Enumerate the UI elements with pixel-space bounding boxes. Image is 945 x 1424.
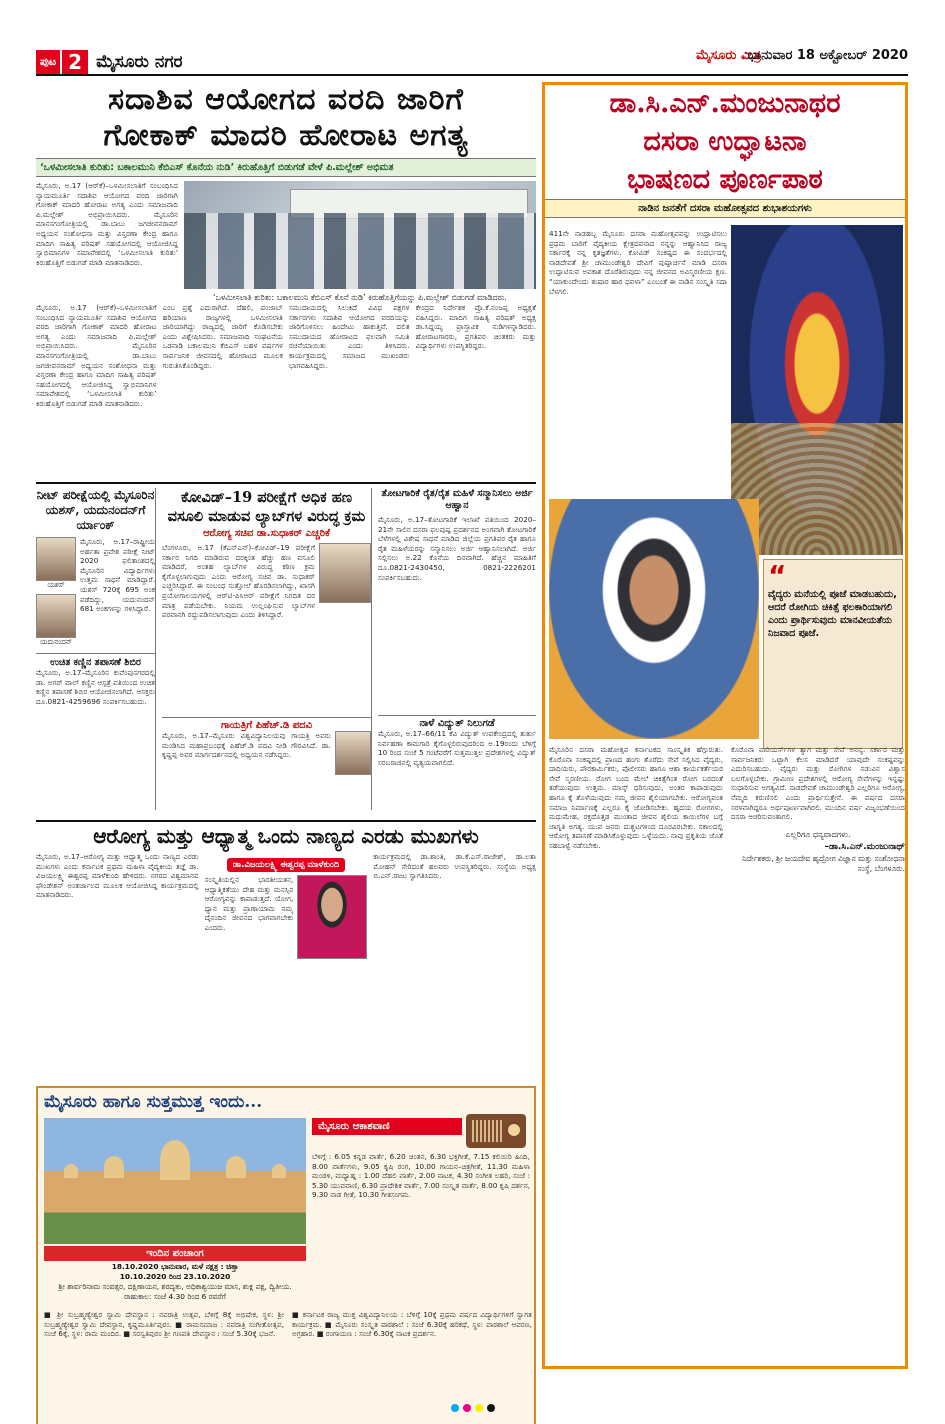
speech-col-1: ಮೈಸೂರಿನ ದಸರಾ ಮಹೋತ್ಸವ ಕರ್ನಾಟಕದ ಸಾಂಸ್ಕೃತಿಕ ಹೆಗ್ಗುರುತು. ಕೊರೊನಾ ಸಂಕಷ್ಟದಲ್ಲಿ ಪ್ರಾಣದ ಹಂಗು ತೊರೆದು ಸೇವೆ ಸಲ್ಲಿಸಿದ ವೈದ್ಯರು, ದಾದಿಯರು, ಪೌರಕಾರ್ಮಿಕರು, ಪೊಲೀಸರು ಹಾಗೂ ಆಶಾ ಕಾರ್ಯಕರ್ತೆಯರ ಸೇವೆ ಸ್ಮರಣೀಯ. ರೋಗ ಬಂದ ಮೇಲೆ ಚಿಕಿತ್ಸೆಗಿಂತ ರೋಗ ಬರದಂತೆ ತಡೆಯುವುದು ಉತ್ತಮ. ಮಾಸ್ಕ್ ಧರಿಸುವುದು, ಅಂತರ ಕಾಪಾಡುವುದು ಹಾಗೂ ಕೈ ತೊಳೆಯುವುದು ನಮ್ಮ ಜೀವನ ಶೈಲಿಯಾಗಬೇಕು. ಆರೋಗ್ಯವಂತ ಸಮಾಜ ನಿರ್ಮಾಣಕ್ಕೆ ಎಲ್ಲರೂ ಕೈ ಜೋಡಿಸಬೇಕು. ಹೃದಯ ರೋಗಗಳು, ಮಧುಮೇಹ, ರಕ್ತದೊತ್ತಡ ಮುಂತಾದ ಜೀವನ ಶೈಲಿಯ ಕಾಯಿಲೆಗಳ ಬಗ್ಗೆ ಜಾಗೃತಿ ಅಗತ್ಯ. ಯುವ ಜನರು ದುಶ್ಚಟಗಳಿಂದ ದೂರವಿರಬೇಕು. ಸಕಾಲದಲ್ಲಿ ಆರೋಗ್ಯ ತಪಾಸಣೆ ಮಾಡಿಸಿಕೊಳ್ಳುವುದು ಒಳ್ಳೆಯದು. ನಾವು ಪ್ರಕೃತಿಯ ಜೊತೆ ಸಹಬಾಳ್ವೆ ನಡೆಸಬೇಕು. [549, 745, 723, 850]
speech-sign-off: ಎಲ್ಲರಿಗೂ ಧನ್ಯವಾದಗಳು. [785, 829, 851, 839]
lead-photo [184, 181, 536, 289]
lead-intro [36, 181, 178, 291]
covid-headline: ಕೋವಿಡ್–19 ಪರೀಕ್ಷೆಗೆ ಅಧಿಕ ಹಣ ವಸೂಲಿ ಮಾಡುವ ಲ್ಯಾಬ್‌ಗಳ ವಿರುದ್ಧ ಕ್ರಮ [167, 489, 366, 525]
student-photo-2 [36, 594, 76, 638]
farmer-headline: ತೋಟಗಾರಿಕೆ ರೈತ/ರೈತ ಮಹಿಳೆ ಸನ್ಮಾನಿಸಲು ಅರ್ಜಿ ಆಹ್ವಾನ [381, 488, 533, 511]
neet-story [36, 488, 156, 810]
event-col-1: ■ ಶ್ರೀ ಸುಬ್ರಹ್ಮಣ್ಯೇಶ್ವರ ಸ್ವಾಮಿ ದೇವಸ್ಥಾನ : ನವರಾತ್ರಿ ಉತ್ಸವ, ಬೆಳಿಗ್ಗೆ 8ಕ್ಕೆ ಅಭಿಷೇಕ, ಸ್ಥಳ: ಶ್ರೀ ಸುಬ್ರಹ್ಮಣ್ಯೇಶ್ವರ ಸ್ವಾಮಿ ದೇವಸ್ಥಾನ, ಕೃಷ್ಣಮೂರ್ತಿಪುರಂ. ■ ರಾಮಸಮಾಜ : ನವರಾತ್ರಿ ಸಂಗೀತೋತ್ಸವ, ಸಂಜೆ 6ಕ್ಕೆ, ಸ್ಥಳ: ರಾಮ ಮಂದಿರ. ■ ಸರಸ್ವತಿಪುರಂ ಶ್ರೀ ಗಣಪತಿ ದೇವಸ್ಥಾನ : ಸಂಜೆ 5.30ಕ್ಕೆ ಭಜನೆ. [44, 1310, 284, 1339]
lead-columns [36, 303, 536, 473]
eye-camp-body: ಮೈಸೂರು, ಅ.17–ಮೈಸೂರಿನ ಕುವೆಂಪುನಗರದಲ್ಲಿ ಡಾ. ಅಗರ್ ವಾಲ್ ಕಣ್ಣಿನ ಆಸ್ಪತ್ರೆ ವತಿಯಿಂದ ಉಚಿತ ಕಣ್ಣಿನ ತಪಾಸಣೆ ಶಿಬಿರ ಆಯೋಜಿಸಲಾಗಿದೆ. ಆಸಕ್ತರು ದೂ.0821-4259696 ಸಂಪರ್ಕಿಸಬಹುದು. [36, 668, 155, 706]
farmer-story [378, 488, 536, 810]
speech-headline-1: ಡಾ.ಸಿ.ಎನ್.ಮಂಜುನಾಥರ [609, 88, 841, 119]
health-story [36, 820, 536, 1080]
speech-intro-text: 411ನೇ ನಾಡಹಬ್ಬ ಮೈಸೂರು ದಸರಾ ಮಹೋತ್ಸವವನ್ನು ಉದ್ಘಾಟಿಸಲು ಪ್ರಥಮ ಬಾರಿಗೆ ವೈದ್ಯಕೀಯ ಕ್ಷೇತ್ರದವನಾದ ನನ್ನನ್ನು ಆಹ್ವಾನಿಸಿದ ರಾಜ್ಯ ಸರ್ಕಾರಕ್ಕೆ ನನ್ನ ಕೃತಜ್ಞತೆಗಳು. ಕೋವಿಡ್ ಸಂಕಷ್ಟದ ಈ ಸಂದರ್ಭದಲ್ಲಿ ನಾಡದೇವತೆ ಶ್ರೀ ಚಾಮುಂಡೇಶ್ವರಿ ದೇವಿಗೆ ಪುಷ್ಪಾರ್ಚನೆ ಮಾಡಿ ದಸರಾ ಉದ್ಘಾಟಿಸುವ ಅವಕಾಶ ದೊರೆತಿರುವುದು ನನ್ನ ಜೀವನದ ಅವಿಸ್ಮರಣೀಯ ಕ್ಷಣ. “ಯಾಕುಂದೇಂದು ತುಷಾರ ಹಾರ ಧವಳಾ” ಎಂಬಂತೆ ಈ ನಾಡಿನ ಸಂಸ್ಕೃತಿ ಸದಾ ಬೆಳಗಲಿ. [549, 229, 727, 296]
lead-intro-text: ಮೈಸೂರು, ಅ.17 (ಆರ್‌ಕೆ)–ಒಳಮೀಸಲಾತಿಗೆ ಸಂಬಂಧಿಸಿದ ನ್ಯಾಯಮೂರ್ತಿ ಸದಾಶಿವ ಆಯೋಗದ ವರದಿ ಜಾರಿಗಾಗಿ ಗೋಕಾಕ್ ಮಾದರಿ ಹೋರಾಟ ಅಗತ್ಯ ಎಂದು ಸಮಾಜವಾದಿ ಪಿ.ಮಲ್ಲೇಶ್ ಅಭಿಪ್ರಾಯಿಸಿದರು. ಮೈಸೂರಿನ ಮಾನಸಗಂಗೋತ್ರಿಯಲ್ಲಿ ಡಾ.ಬಾಬು ಜಗಜೀವನರಾಮ್ ಅಧ್ಯಯನ ಸಂಶೋಧನಾ ಮತ್ತು ವಿಸ್ತರಣಾ ಕೇಂದ್ರ ಹಾಗೂ ಮಾದಿಗ ಸಾಹಿತ್ಯ ಪರಿಷತ್ ಸಹಯೋಗದಲ್ಲಿ ಆಯೋಜಿಸಿದ್ದ ಸ್ವಾಭಿಮಾನಿಗಳ ಸಮಾವೇಶದಲ್ಲಿ ‘ಒಳಮೀಸಲಾತಿ ಕುರಿತು’ ಕಿರುಹೊತ್ತಿಗೆ ಬಿಡುಗಡೆ ಮಾಡಿ ಮಾತನಾಡಿದರು. [36, 181, 178, 267]
section-name: ಮೈಸೂರು ನಗರ [96, 52, 183, 72]
covid-story [162, 488, 372, 810]
event-col-2: ■ ಕರ್ನಾಟಕ ರಾಜ್ಯ ಮುಕ್ತ ವಿಶ್ವವಿದ್ಯಾನಿಲಯ : ಬೆಳಿಗ್ಗೆ 10ಕ್ಕೆ ಪ್ರಥಮ ವರ್ಷದ ವಿದ್ಯಾರ್ಥಿಗಳಿಗೆ ಸ್ವಾಗತ ಕಾರ್ಯಕ್ರಮ. ■ ಮೈಸೂರು ಸಂಸ್ಕೃತ ಪಾಠಶಾಲೆ : ಸಂಜೆ 6.30ಕ್ಕೆ ಹರಿಕಥೆ, ಸ್ಥಳ: ಪಾಠಶಾಲೆ ಆವರಣ, ಅಗ್ರಹಾರ. ■ ರಂಗಾಯಣ : ಸಂಜೆ 6.30ಕ್ಕೆ ನಾಟಕ ಪ್ರದರ್ಶನ. [292, 1310, 532, 1339]
phd-headline: ಗಾಯತ್ರಿಗೆ ಪಿಹೆಚ್.ಡಿ ಪದವಿ [220, 720, 313, 731]
pull-quote-text: ವೈದ್ಯರು ಮನೆಯಲ್ಲಿ ಪೂಜೆ ಮಾಡಬಹುದು, ಆದರೆ ರೋಗಿಯ ಚಿಕಿತ್ಸೆ ಫಲಕಾರಿಯಾಗಲಿ ಎಂದು ಪ್ರಾರ್ಥಿಸುವುದು ಮಾನವೀಯತೆಯ ನಿಜವಾದ ಪೂಜೆ. [768, 589, 897, 639]
health-col-2: ಸಂಸ್ಕೃತಿಯಲ್ಲಿನ ಭಾರತೀಯತನ, ಆಧ್ಯಾತ್ಮಿಕತೆಯು ದೇಹ ಮತ್ತು ಮನಸ್ಸಿನ ಆರೋಗ್ಯವನ್ನು ಕಾಪಾಡುತ್ತದೆ. ಯೋಗ, ಧ್ಯಾನ ಮತ್ತು ಪ್ರಾಣಾಯಾಮ ನಮ್ಮ ದೈನಂದಿನ ಜೀವನದ ಭಾಗವಾಗಬೇಕು ಎಂದರು. [204, 875, 294, 932]
speech-intro [549, 229, 727, 497]
speech-subhead: ನಾಡಿನ ಜನತೆಗೆ ದಸರಾ ಮಹೋತ್ಸವದ ಶುಭಾಶಯಗಳು [545, 199, 905, 218]
eye-camp-headline: ಉಚಿತ ಕಣ್ಣಿನ ತಪಾಸಣೆ ಶಿಬಿರ [50, 657, 141, 668]
lead-subhead: ‘ಒಳಮೀಸಲಾತಿ ಕುರಿತು: ಬಕಾಲಮುನಿ ಕೆಬಿಎಸ್ ಕೊನೆಯ ನುಡಿ’ ಕಿರುಹೊತ್ತಿಗೆ ಬಿಡುಗಡೆ ವೇಳೆ ಪಿ.ಮಲ್ಲೇಶ್ ಅಭಿಮತ [36, 158, 536, 177]
radio-icon [466, 1114, 526, 1148]
speech-designation: ನಿರ್ದೇಶಕರು, ಶ್ರೀ ಜಯದೇವ ಹೃದ್ರೋಗ ವಿಜ್ಞಾನ ಮತ್ತು ಸಂಶೋಧನಾ ಸಂಸ್ಥೆ, ಬೆಂಗಳೂರು. [742, 853, 905, 873]
lead-photo-caption: ‘ಒಳಮೀಸಲಾತಿ ಕುರಿತು: ಬಕಾಲಮುನಿ ಕೆಬಿಎಸ್ ಕೊನೆ ನುಡಿ’ ಕಿರುಹೊತ್ತಿಗೆಯನ್ನು ಪಿ.ಮಲ್ಲೇಶ್ ಬಿಡುಗಡೆ ಮಾಡಿದರು. [213, 293, 507, 302]
masthead: ಮೈಸೂರು ಮಿತ್ರ [696, 48, 761, 63]
speech-headline-3: ಭಾಷಣದ ಪೂರ್ಣಪಾಠ [627, 164, 823, 195]
panchanga-line-1: 18.10.2020 ಭಾನುವಾರ, ಮಳೆ ನಕ್ಷತ್ರ : ಚಿತ್ತಾ [111, 1262, 239, 1271]
speech-headline-2: ದಸರಾ ಉದ್ಘಾಟನಾ [643, 126, 807, 157]
power-cut-body: ಮೈಸೂರು, ಅ.17–66/11 ಕೆವಿ ವಿದ್ಯುತ್ ಉಪಕೇಂದ್ರದಲ್ಲಿ ತುರ್ತು ನಿರ್ವಹಣಾ ಕಾಮಗಾರಿ ಕೈಗೊಳ್ಳಲಿರುವುದರಿಂದ ಅ.19ರಂದು ಬೆಳಿಗ್ಗೆ 10 ರಿಂದ ಸಂಜೆ 5 ಗಂಟೆವರೆಗೆ ಸುತ್ತಮುತ್ತಲ ಪ್ರದೇಶಗಳಲ್ಲಿ ವಿದ್ಯುತ್ ಸರಬರಾಜಿನಲ್ಲಿ ವ್ಯತ್ಯಯವಾಗಲಿದೆ. [378, 729, 536, 767]
page-number: 2 [60, 50, 88, 74]
issue-date: ಭಾನುವಾರ 18 ಅಕ್ಟೋಬರ್ 2020 [747, 48, 908, 63]
panchanga-line-3: ಶ್ರೀ ಶಾರ್ವರಿನಾಮ ಸಂವತ್ಸರ, ದಕ್ಷಿಣಾಯನ, ಶರದೃತು, ಅಧಿಕಾಶ್ವಯುಜ ಮಾಸ, ಶುಕ್ಲ ಪಕ್ಷ, ದ್ವಿತೀಯ. ರಾಹುಕಾಲ: ಸಂಜೆ 4.30 ರಿಂದ 6 ರವರೆಗೆ [58, 1282, 292, 1301]
speech-col-2: ಕೊರೊನಾ ವಾರಿಯರ್ಸ್‌ಗಳ ತ್ಯಾಗ ಮತ್ತು ಸೇವೆ ಅನನ್ಯ. ಸರ್ಕಾರ ಮತ್ತು ಸಾರ್ವಜನಿಕರು ಒಟ್ಟಾಗಿ ಕೆಲಸ ಮಾಡಿದರೆ ಯಾವುದೇ ಸಂಕಷ್ಟವನ್ನು ಎದುರಿಸಬಹುದು. ವೈದ್ಯರು ಮತ್ತು ರೋಗಿಗಳ ನಡುವಿನ ವಿಶ್ವಾಸ ಬಲಗೊಳ್ಳಬೇಕು. ಗ್ರಾಮೀಣ ಪ್ರದೇಶಗಳಲ್ಲಿ ಆರೋಗ್ಯ ಸೇವೆಗಳನ್ನು ಇನ್ನಷ್ಟು ಸುಧಾರಿಸುವ ಅಗತ್ಯವಿದೆ. ನಾಡದೇವತೆ ಚಾಮುಂಡೇಶ್ವರಿ ಎಲ್ಲರಿಗೂ ಆರೋಗ್ಯ, ನೆಮ್ಮದಿ ಕರುಣಿಸಲಿ ಎಂದು ಪ್ರಾರ್ಥಿಸುತ್ತೇನೆ. ಈ ವರ್ಷದ ದಸರಾ ಸರಳವಾಗಿದ್ದರೂ ಅರ್ಥಪೂರ್ಣವಾಗಿರಲಿ. ಮುಂದಿನ ವರ್ಷ ವಿಜೃಂಭಣೆಯಿಂದ ದಸರಾ ಆಚರಿಸುವಂತಾಗಲಿ. [731, 745, 905, 822]
photo-people [184, 213, 536, 289]
lead-col-4: ಕೇಂದ್ರದ ನಿರ್ದೇಶಕ ಪ್ರೊ.ಕೆ.ನಂಜಪ್ಪ ಅಧ್ಯಕ್ಷತೆ ವಹಿಸಿದ್ದರು. ಮಾದಿಗ ಸಾಹಿತ್ಯ ಪರಿಷತ್ ಅಧ್ಯಕ್ಷ ಡಾ.ಸಿದ್ದಯ್ಯ ಪ್ರಾಸ್ತಾವಿಕ ನುಡಿಗಳನ್ನಾಡಿದರು. ಹೋರಾಟಗಾರರು, ಪ್ರಗತಿಪರ ಚಿಂತಕರು ಮತ್ತು ವಿದ್ಯಾರ್ಥಿಗಳು ಉಪಸ್ಥಿತರಿದ್ದರು. [415, 303, 536, 351]
palace-image [44, 1118, 306, 1244]
lead-col-2: ಎಂಬ ಪ್ರಶ್ನೆ ಎದುರಾಗಿದೆ. ದೆಹಲಿ, ಪಂಜಾಬ್ ಹರಿಯಾಣ ರಾಜ್ಯಗಳಲ್ಲಿ ಒಳಮೀಸಲಾತಿ ಜಾರಿಯಾಗಿದ್ದು ರಾಜ್ಯದಲ್ಲಿ ಜಾರಿಗೆ ಕೊಡಿಸಬೇಕು ಎಂದು ವಿಶ್ಲೇಷಿಸಿದರು. ಸಮಾಜವಾದಿ ಸಂಘಟನೆಯ ಒಡನಾಡಿ ಬಕಾಲಮುನಿ ಕೆಬಿಎಸ್ ಬಹಳ ವರ್ಷಗಳ ಸಾರ್ವಜನಿಕ ಜೀವನದಲ್ಲಿ ಹೋರಾಟದ ಮೂಲಕ ಗುರುತಿಸಿಕೊಂಡಿದ್ದರು. [162, 303, 283, 370]
power-cut-headline: ನಾಳೆ ವಿದ್ಯುತ್ ನಿಲುಗಡೆ [419, 718, 495, 729]
health-byline: ಡಾ.ವಿಜಯಲಕ್ಷ್ಮಿ ಈಶ್ವರಪ್ಪ ಮಾಳೆಕುಂದಿ [227, 858, 346, 872]
events-box [36, 1086, 536, 1424]
farmer-body: ಮೈಸೂರು, ಅ.17–ತೋಟಗಾರಿಕೆ ಇಲಾಖೆ ವತಿಯಿಂದ 2020–21ನೇ ಸಾಲಿನ ದಸರಾ ಫಲಪುಷ್ಪ ಪ್ರದರ್ಶನದ ಅಂಗವಾಗಿ ತೋಟಗಾರಿಕೆ ಬೆಳೆಗಳಲ್ಲಿ ವಿಶೇಷ ಸಾಧನೆ ಮಾಡಿದ ಜಿಲ್ಲೆಯ ಪ್ರಗತಿಪರ ರೈತ ಹಾಗೂ ರೈತ ಮಹಿಳೆಯರನ್ನು ಸನ್ಮಾನಿಸಲು ಅರ್ಜಿ ಆಹ್ವಾನಿಸಲಾಗಿದೆ. ಅರ್ಜಿ ಸಲ್ಲಿಸಲು ಅ.22 ಕೊನೆಯ ದಿನವಾಗಿದೆ. ಹೆಚ್ಚಿನ ಮಾಹಿತಿಗೆ ದೂ.0821-2430450, 0821-2226201 ಸಂಪರ್ಕಿಸಬಹುದು. [378, 515, 536, 582]
print-registration-marks [0, 1404, 945, 1416]
speech-body [549, 745, 905, 1361]
health-headline: ಆರೋಗ್ಯ ಮತ್ತು ಆಧ್ಯಾತ್ಮ ಒಂದು ನಾಣ್ಯದ ಎರಡು ಮುಖಗಳು [93, 824, 479, 848]
lead-story [36, 181, 536, 481]
student-photo-1 [36, 537, 76, 581]
minister-photo [319, 543, 371, 603]
radio-schedule-text: ಬೆಳಿಗ್ಗೆ : 6.05 ಕನ್ನಡ ವಾರ್ತೆ, 6.20 ಚಿಂತನ, 6.30 ಭಕ್ತಿಗೀತೆ, 7.15 ಕಲಿಯಿರಿ ಹಿಂದಿ, 8.00 ವಾರ್ತೆಗಳು, 9.05 ಕೃಷಿ ರಂಗ, 10.00 ಗಾಯನ–ಚಿತ್ರಗೀತೆ, 11.30 ಮಹಿಳಾ ಮಂಡಳಿ, ಮಧ್ಯಾಹ್ನ : 1.00 ದೆಹಲಿ ವಾರ್ತೆ, 2.00 ನಾಟಕ, 4.30 ಸಂಗೀತ ಲಹರಿ, ಸಂಜೆ : 5.30 ಯುವವಾಣಿ, 6.30 ಪ್ರಾದೇಶಿಕ ವಾರ್ತೆ, 7.00 ಸಂಸ್ಕೃತ ವಾರ್ತೆ, 8.00 ಕೃಷಿ ದರ್ಶನ, 9.30 ನಾಡ ಗೀತೆ, 10.30 ಗೀತಸಂಗಮ. [312, 1152, 530, 1200]
radio-schedule [312, 1152, 530, 1306]
speech-signature: –ಡಾ.ಸಿ.ಎನ್.ಮಂಜುನಾಥ್ [824, 841, 905, 852]
student-name-1: ಯಶಸ್ [47, 581, 65, 589]
lead-col-1: ಮೈಸೂರು, ಅ.17 (ಆರ್‌ಕೆ)–ಒಳಮೀಸಲಾತಿಗೆ ಸಂಬಂಧಿಸಿದ ನ್ಯಾಯಮೂರ್ತಿ ಸದಾಶಿವ ಆಯೋಗದ ವರದಿ ಜಾರಿಗಾಗಿ ಗೋಕಾಕ್ ಮಾದರಿ ಹೋರಾಟ ಅಗತ್ಯ ಎಂದು ಸಮಾಜವಾದಿ ಪಿ.ಮಲ್ಲೇಶ್ ಅಭಿಪ್ರಾಯಿಸಿದರು. ಮೈಸೂರಿನ ಮಾನಸಗಂಗೋತ್ರಿಯಲ್ಲಿ ಡಾ.ಬಾಬು ಜಗಜೀವನರಾಮ್ ಅಧ್ಯಯನ ಸಂಶೋಧನಾ ಮತ್ತು ವಿಸ್ತರಣಾ ಕೇಂದ್ರ ಹಾಗೂ ಮಾದಿಗ ಸಾಹಿತ್ಯ ಪರಿಷತ್ ಸಹಯೋಗದಲ್ಲಿ ಆಯೋಜಿಸಿದ್ದ ಸ್ವಾಭಿಮಾನಿಗಳ ಸಮಾವೇಶದಲ್ಲಿ ‘ಒಳಮೀಸಲಾತಿ ಕುರಿತು’ ಕಿರುಹೊತ್ತಿಗೆ ಬಿಡುಗಡೆ ಮಾಡಿ ಮಾತನಾಡಿದರು. [36, 303, 157, 408]
page-tag [36, 50, 183, 74]
pull-quote [763, 559, 903, 749]
neet-body: ಮೈಸೂರು, ಅ.17–ರಾಷ್ಟ್ರೀಯ ಅರ್ಹತಾ ಪ್ರವೇಶ ಪರೀಕ್ಷೆ ನೀಟ್ 2020 ಫಲಿತಾಂಶದಲ್ಲಿ ಮೈಸೂರಿನ ವಿದ್ಯಾರ್ಥಿಗಳು ಉತ್ತಮ ಸಾಧನೆ ಮಾಡಿದ್ದಾರೆ. ಯಶಸ್ 720ಕ್ಕೆ 695 ಅಂಕ ಪಡೆದಿದ್ದು, ಯದುನಂದನ್ 681 ಅಂಕಗಳನ್ನು ಗಳಿಸಿದ್ದಾರೆ. [80, 537, 155, 614]
neet-headline: ನೀಟ್ ಪರೀಕ್ಷೆಯಲ್ಲಿ ಮೈಸೂರಿನ ಯಶಸ್, ಯದುನಂದನ್‌ಗೆ ರ್ಯಾಂಕ್ [36, 488, 155, 532]
scholar-photo [335, 731, 371, 775]
doctor-photo [297, 875, 367, 959]
lead-headline-2: ಗೋಕಾಕ್ ಮಾದರಿ ಹೋರಾಟ ಅಗತ್ಯ [103, 118, 469, 153]
health-col-3: ಕಾರ್ಯಕ್ರಮದಲ್ಲಿ ಡಾ.ಶಾಂತಿ, ಡಾ.ಕೆ.ಎಸ್.ರಾಜೇಶ್, ಡಾ.ಲತಾ ಮೋಹನ್ ಸೇರಿದಂತೆ ಹಲವರು ಉಪಸ್ಥಿತರಿದ್ದರು. ಸಂಸ್ಥೆಯ ಅಧ್ಯಕ್ಷ ಬಿ.ಎನ್.ರಾಜು ಸ್ವಾಗತಿಸಿದರು. [373, 852, 536, 881]
radio-title: ಮೈಸೂರು ಆಕಾಶವಾಣಿ [312, 1118, 462, 1135]
student-name-2: ಯದುನಂದನ್ [40, 638, 72, 646]
dasara-speech-panel [542, 82, 908, 1369]
page-header [36, 48, 908, 76]
health-col-1: ಮೈಸೂರು, ಅ.17–ಆರೋಗ್ಯ ಮತ್ತು ಆಧ್ಯಾತ್ಮ ಒಂದು ನಾಣ್ಯದ ಎರಡು ಮುಖಗಳು ಎಂದು ಕರ್ನಾಟಕ ಪ್ರಥಮ ಮಹಿಳಾ ವೈದ್ಯಕೀಯ ತಜ್ಞೆ ಡಾ. ವಿಜಯಲಕ್ಷ್ಮಿ ಈಶ್ವರಪ್ಪ ಮಾಳೆಕುಂದಿ ಹೇಳಿದರು. ನಗರದ ವಿಶ್ವಮಾನವ ಫೌಂಡೇಶನ್ ಅಂತರ್ಜಾಲದ ಮೂಲಕ ಆಯೋಜಿಸಿದ್ದ ಕಾರ್ಯಕ್ರಮದಲ್ಲಿ ಮಾತನಾಡಿದರು. [36, 852, 199, 900]
lead-headline-1: ಸದಾಶಿವ ಆಯೋಗದ ವರದಿ ಜಾರಿಗೆ [108, 82, 464, 117]
quote-mark-icon: “ [768, 559, 787, 592]
covid-kicker: ಆರೋಗ್ಯ ಸಚಿವ ಡಾ.ಸುಧಾಕರ್ ಎಚ್ಚರಿಕೆ [203, 528, 330, 539]
phd-body: ಮೈಸೂರು, ಅ.17–ಮೈಸೂರು ವಿಶ್ವವಿದ್ಯಾನಿಲಯವು ಗಾಯತ್ರಿ ಅವರು ಮಂಡಿಸಿದ ಮಹಾಪ್ರಬಂಧಕ್ಕೆ ಪಿಹೆಚ್.ಡಿ ಪದವಿ ನೀಡಿ ಗೌರವಿಸಿದೆ. ಡಾ. ಕೃಷ್ಣಪ್ಪ ಅವರ ಮಾರ್ಗದರ್ಶನದಲ್ಲಿ ಅಧ್ಯಯನ ನಡೆಸಿದ್ದರು. [162, 731, 331, 760]
lead-col-3: ಸಮುದಾಯದಲ್ಲಿ ಸಿಲುಕಿದೆ ವಿವಿಧ ಪಕ್ಷಗಳ ಸರ್ಕಾರಗಳು ಸದಾಶಿವ ಆಯೋಗದ ವರದಿಯನ್ನು ಜಾರಿಗೊಳಿಸಲು ಹಿಂದೇಟು ಹಾಕುತ್ತಿವೆ. ದಲಿತ ಸಮುದಾಯದ ಹೋರಾಟದ ಫಲವಾಗಿ ಸಮಿತಿ ರಚನೆಯಾಯಿತು ಎಂದು ತಿಳಿಸಿದರು. ಕಾರ್ಯಕ್ರಮದಲ್ಲಿ ಸಮಾಜದ ಮುಖಂಡರು ಭಾಗವಹಿಸಿದ್ದರು. [289, 303, 410, 370]
panchanga-title: ಇಂದಿನ ಪಂಚಾಂಗ [44, 1246, 306, 1261]
covid-body: ಬೆಂಗಳೂರು, ಅ.17 (ಕೆಎನ್‌ಎನ್)–ಕೋವಿಡ್–19 ಪರೀಕ್ಷೆಗೆ ಸರ್ಕಾರ ನಿಗದಿ ಮಾಡಿರುವ ದರಕ್ಕಿಂತ ಹೆಚ್ಚು ಹಣ ವಸೂಲಿ ಮಾಡಿದರೆ, ಅಂತಹ ಲ್ಯಾಬ್‌ಗಳ ವಿರುದ್ಧ ಕಠಿಣ ಕ್ರಮ ಕೈಗೊಳ್ಳಲಾಗುವುದು ಎಂದು ಆರೋಗ್ಯ ಸಚಿವ ಡಾ. ಸುಧಾಕರ್ ಎಚ್ಚರಿಸಿದ್ದಾರೆ. ಈ ಸಂಬಂಧ ಸುತ್ತೋಲೆ ಹೊರಡಿಸಲಾಗಿದ್ದು, ಖಾಸಗಿ ಪ್ರಯೋಗಾಲಯಗಳಲ್ಲಿ ಆರ್‌ಟಿ-ಪಿಸಿಆರ್ ಪರೀಕ್ಷೆಗೆ ನಿಗದಿತ ದರ ಮಾತ್ರ ಪಡೆಯಬೇಕು. ನಿಯಮ ಉಲ್ಲಂಘಿಸುವ ಲ್ಯಾಬ್‌ಗಳ ಪರವಾನಗಿ ರದ್ದುಪಡಿಸಲಾಗುವುದು ಎಂದು ತಿಳಿಸಿದ್ದಾರೆ. [162, 543, 315, 620]
panchanga-line-2: 10.10.2020 ರಿಂದ 23.10.2020 [119, 1272, 231, 1281]
events-title: ಮೈಸೂರು ಹಾಗೂ ಸುತ್ತಮುತ್ತ ಇಂದು... [44, 1092, 263, 1112]
page-label: ಪುಟ [36, 50, 60, 74]
left-column [36, 82, 536, 1339]
panchanga [44, 1262, 306, 1306]
speaker-photo [549, 499, 759, 739]
news-row-2 [36, 482, 536, 812]
